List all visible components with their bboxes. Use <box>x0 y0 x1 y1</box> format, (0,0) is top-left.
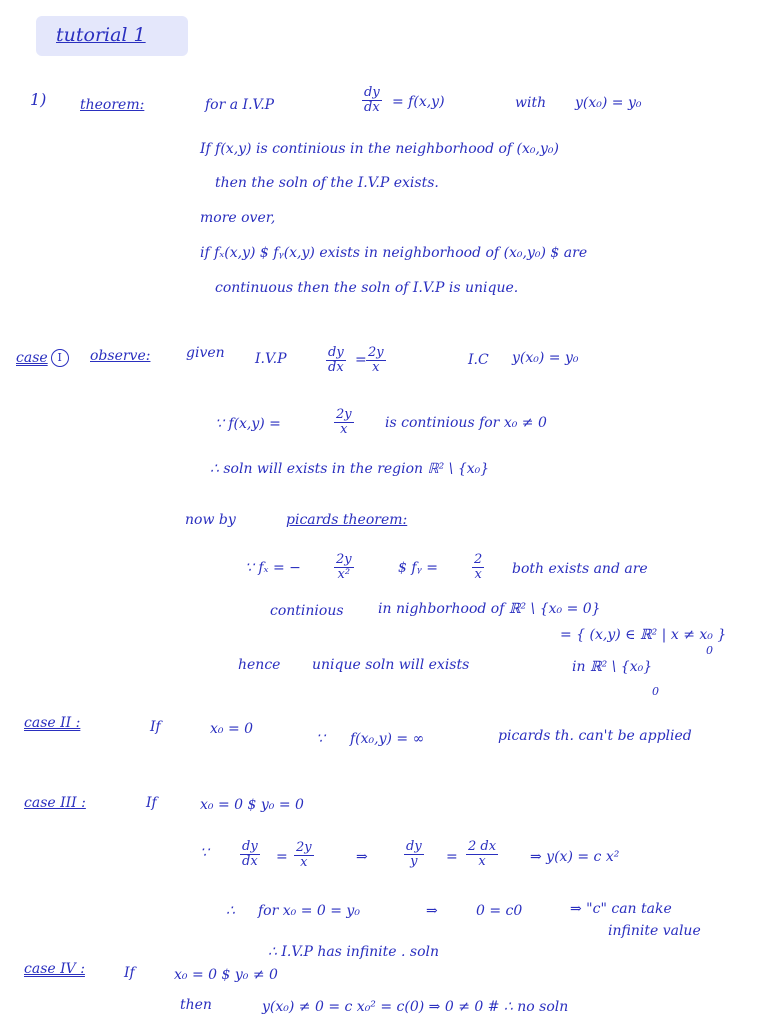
f-fraction-den: x <box>340 421 348 437</box>
case-3-rhs-1-den: x <box>300 854 308 870</box>
case-1-derivative <box>326 346 346 374</box>
fx-fraction-num: 2y <box>336 552 352 567</box>
with-text: with <box>515 95 547 111</box>
case-2-condition: x₀ = 0 <box>210 721 254 737</box>
case-3-deriv-1-den: dx <box>242 853 258 869</box>
fx-fraction <box>334 553 354 581</box>
unique-region: in ℝ² \ {x₀} <box>572 659 653 675</box>
case-3-rhs-2-den: x <box>478 853 486 869</box>
theorem-line-6: continuous then the soln of I.V.P is unique. <box>215 280 519 296</box>
case-1-roman: I <box>51 349 69 367</box>
case-4-condition: x₀ = 0 $ y₀ ≠ 0 <box>174 967 278 983</box>
theorem-heading: theorem: <box>80 97 145 113</box>
case-3-deriv-2-den: y <box>410 853 418 869</box>
case-4-if: If <box>124 965 135 981</box>
case-2-if: If <box>150 719 161 735</box>
case-3-label: case III : <box>24 795 86 811</box>
ic-label: I.C <box>468 352 489 368</box>
hence-text: hence <box>238 657 281 673</box>
case-1-ic: y(x₀) = y₀ <box>512 350 579 366</box>
theorem-line-2: If f(x,y) is continious in the neighborhood of (x₀,y₀) <box>200 141 559 157</box>
derivative-numerator: dy <box>364 85 380 100</box>
fy-fraction <box>472 553 484 581</box>
case-3-condition: x₀ = 0 $ y₀ = 0 <box>200 797 304 813</box>
theorem-derivative <box>362 86 382 114</box>
f-fraction-num: 2y <box>336 407 352 422</box>
neighborhood-text: in nighborhood of ℝ² \ {x₀ = 0} <box>378 601 601 617</box>
zero-annotation-2: 0 <box>652 685 659 698</box>
case-3-deriv-1 <box>240 840 260 868</box>
case-1-rhs-num: 2y <box>368 345 384 360</box>
fy-fraction-num: 2 <box>474 552 483 567</box>
case-2-f-expr: f(x₀,y) = ∞ <box>350 731 425 747</box>
case-3-equals-2: = <box>446 849 458 865</box>
case-3-deriv-1-num: dy <box>242 839 258 854</box>
unique-soln-line: unique soln will exists <box>312 657 470 673</box>
case-3-conclusion: ∴ I.V.P has infinite . soln <box>268 944 440 960</box>
case-2-label: case II : <box>24 715 81 731</box>
page-title: tutorial 1 <box>56 24 146 46</box>
case-3-for-line: for x₀ = 0 = y₀ <box>258 903 360 919</box>
picard-heading: picards theorem: <box>286 512 408 528</box>
fy-prefix: $ fᵧ = <box>398 560 438 576</box>
case-3-deriv-2-num: dy <box>406 839 422 854</box>
case-1-equals: = <box>355 352 367 368</box>
case-3-deriv-2 <box>404 840 424 868</box>
f-fraction <box>334 408 354 436</box>
case-1-rhs-den: x <box>372 359 380 375</box>
case-3-rhs-1-num: 2y <box>296 840 312 855</box>
case-3-zero-eq: 0 = c0 <box>476 903 523 919</box>
case-3-arrow-1: ⇒ <box>356 849 368 865</box>
fx-fraction-den: x² <box>337 566 351 582</box>
derivative-denominator: dx <box>364 99 380 115</box>
soln-exists-line: ∴ soln will exists in the region ℝ² \ {x₀} <box>210 461 490 477</box>
case-4-line: y(x₀) ≠ 0 = c x₀² = c(0) ⇒ 0 ≠ 0 # ∴ no soln <box>262 999 569 1015</box>
observe-heading: observe: <box>90 348 151 364</box>
case-2-note: picards th. can't be applied <box>498 728 692 744</box>
case-3-arrow-2: ⇒ <box>426 903 438 919</box>
case-1-label <box>16 349 72 367</box>
for-ivp-text: for a I.V.P <box>205 97 275 113</box>
theorem-equation-rhs: = f(x,y) <box>392 94 445 110</box>
case-3-equals-1: = <box>276 849 288 865</box>
both-exist-text: both exists and are <box>512 561 648 577</box>
now-by-text: now by <box>185 512 236 528</box>
because-f-text: ∵ f(x,y) = <box>215 416 281 432</box>
continious-text: continious <box>270 603 344 619</box>
case-4-then: then <box>180 997 212 1013</box>
case-1-deriv-num: dy <box>328 345 344 360</box>
ivp-text: I.V.P <box>255 351 287 367</box>
case-3-rhs-2 <box>466 840 498 868</box>
given-text: given <box>186 345 225 361</box>
theorem-line-3: then the soln of the I.V.P exists. <box>215 175 439 191</box>
continuity-condition: is continious for x₀ ≠ 0 <box>385 415 547 431</box>
fy-fraction-den: x <box>474 566 482 582</box>
case-3-rhs-2-num: 2 dx <box>468 839 497 854</box>
case-4-label: case IV : <box>24 961 85 977</box>
case-3-if: If <box>146 795 157 811</box>
case-3-therefore: ∴ <box>226 903 235 919</box>
set-equality: = { (x,y) ∈ ℝ² | x ≠ x₀ } <box>560 627 727 643</box>
case-3-c-note-1: ⇒ "c" can take <box>570 901 672 917</box>
initial-condition: y(x₀) = y₀ <box>575 95 642 111</box>
case-3-c-note-2: infinite value <box>608 923 701 939</box>
zero-annotation: 0 <box>706 644 713 657</box>
fx-prefix: ∵ fₓ = − <box>245 560 301 576</box>
case-2-because: ∵ <box>316 731 325 747</box>
theorem-line-5: if fₓ(x,y) $ fᵧ(x,y) exists in neighborhood of (x₀,y₀) $ are <box>200 245 588 261</box>
case-3-because: ∵ <box>200 845 209 861</box>
theorem-line-4: more over, <box>200 210 276 226</box>
case-1-rhs <box>366 346 386 374</box>
question-number: 1) <box>30 90 47 109</box>
case-3-rhs-1 <box>294 841 314 869</box>
case-3-result: ⇒ y(x) = c x² <box>530 849 620 865</box>
case-1-deriv-den: dx <box>328 359 344 375</box>
case-1-word: case <box>16 350 48 366</box>
